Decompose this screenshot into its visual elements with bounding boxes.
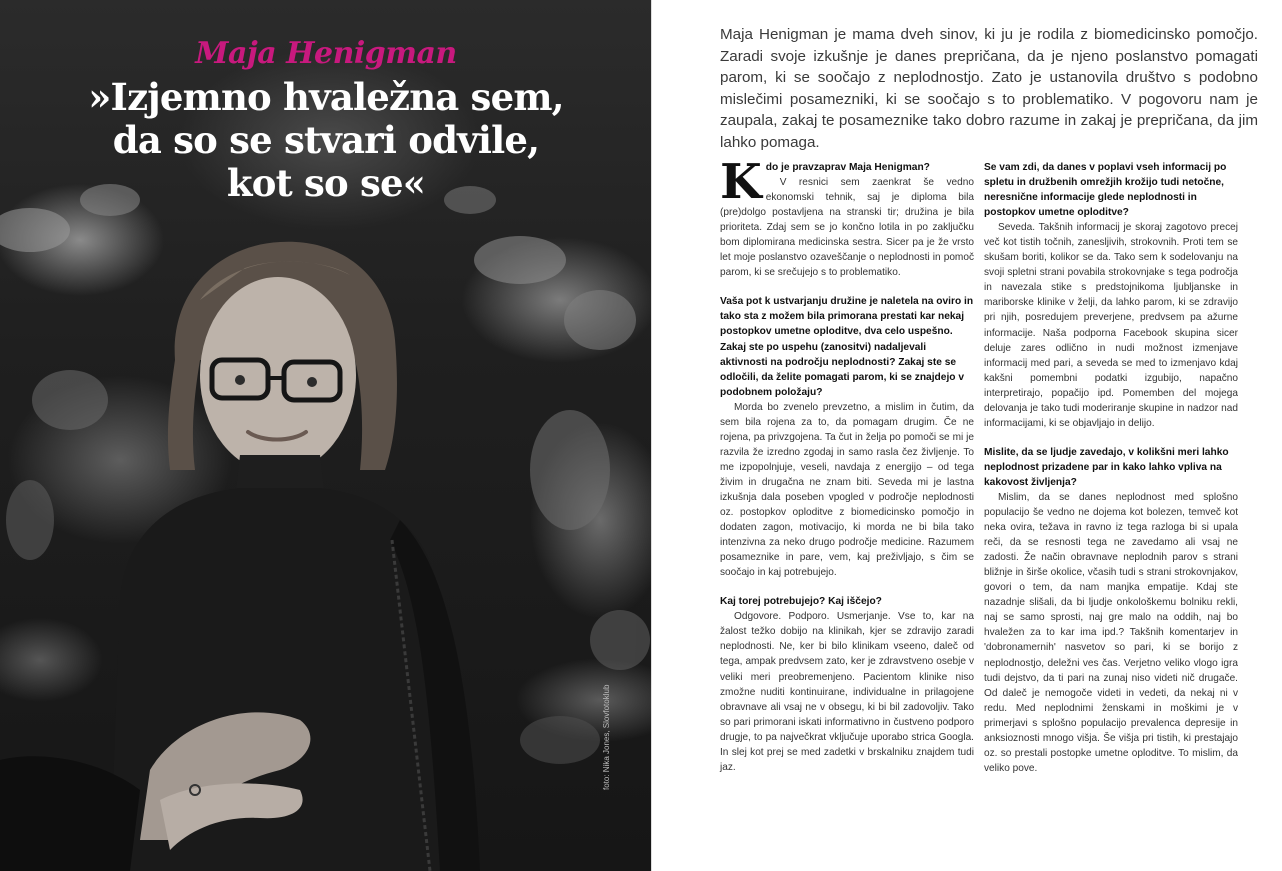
answer: Seveda. Takšnih informacij je skoraj zagotovo precej več kot tistih točnih, zanesljivih, strokovnih. Proti tem se skušam boriti, kolikor se da. Tako sem k sodelovanju na svoji spletni strani povabila strokovnjake s tega področja in navezala stike s predstojnikoma ljubljanske in mariborske klinike v želji, da lahko parom, ki se zdravijo pri njih, posredujem preverjene, predvsem pa ažurne informacije. Naša podporna Facebook skupina sicer deluje zares odlično in nudi možnost izmenjave informacij med pari, a seveda se med to izmenjavo kdaj kakšni pomembni podatki izgubijo, napačno interpretirajo, popačijo ipd. Pomemben del mojega delovanja je tako tudi moderiranje skupine in nadzor nad informacijami, ki se objavljajo in delijo. [984,222,1238,429]
article-page [652,0,1282,871]
article-column-right [984,160,1238,776]
quote-line: da so se stvari odvile, [112,118,540,162]
answer: V resnici sem zaenkrat še vedno ekonomski tehnik, saj je diploma bila (pre)dolgo postavljena na stranski tir; družina je bila prioriteta. Zdaj sem se jo končno lotila in po zaključku bom diplomirana medicinska sestra. Sicer pa je že vrsto let moje poslanstvo ozaveščanje o neplodnosti in pomoč parom, ki se srečujejo s to problematiko. [720,177,974,279]
quote-line: kot so se« [226,161,426,205]
headline-quote [40,76,612,205]
answer: Mislim, da se danes neplodnost med splošno populacijo še vedno ne dojema kot bolezen, temveč kot neka ovira, težava in ravno iz tega razloga bi si upala reči, da se resnosti tega ne zavedamo ali vsaj ne zadosti. Že način obravnave neplodnih parov s strani bližnje in širše okolice, včasih tudi s strani strokovnjakov, govori o tem, da nam manjka empatije. Kdaj ste nazadnje slišali, da bi ljudje onkološkemu bolniku rekli, naj se samo sprosti, naj gre malo na oddih, naj bo hvaležen za to kar ima ipd.? Takšnih komentarjev in 'dobronamernih' nasvetov so pari, ki se borijo z neplodnostjo, deležni ves čas. Verjetno veliko vlogo igra tudi dejstvo, da ti pari na zunaj niso videti nič drugače. Od daleč je nemogoče videti in vedeti, da nekaj ni v redu. Med neplodnimi ženskami in moškimi je v primerjavi s splošno populacijo prevalenca depresije in anksioznosti mnogo višja. Še višja pri tistih, ki prestajajo oz. so prestali postopke umetne oploditve. To mislim, da veliko pove. [984,491,1238,774]
question: Mislite, da se ljudje zavedajo, v kolikšni meri lahko neplodnost prizadene par in kako lahko vpliva na kakovost življenja? [984,446,1229,488]
quote-line: »Izjemno hvaležna sem, [88,75,564,119]
photo-credit: foto: Nika Jones, Slovfotoklub [602,684,611,790]
question: Vaša pot k ustvarjanju družine je naletela na oviro in tako sta z možem bila primorana prestati kar nekaj postopkov umetne oploditve, dva celo uspešno. Zakaj ste po uspehu (zanositvi) nadaljevali aktivnosti na področju neplodnosti? Zakaj ste se odločili, da želite pomagati parom, ki se znajdejo v podobnem položaju? [720,296,974,398]
article-lead: Maja Henigman je mama dveh sinov, ki ju je rodila z biomedicinsko pomočjo. Zaradi svoje izkušnje je danes prepričana, da je njeno poslanstvo pomagati parom, ki se soočajo z neplodnostjo. Zato je ustanovila društvo s podobno mislečimi posamezniki, ki se soočajo s to problematiko. V pogovoru nam je zaupala, zakaj te posameznike tako dobro razume in zakaj je prepričana, da jim lahko pomaga. [720,26,1258,151]
article-column-left [720,154,974,775]
answer: Odgovore. Podporo. Usmerjanje. Vse to, kar na žalost težko dobijo na klinikah, kjer se zdravijo zaradi neplodnosti. Ne, ker bi bilo klinikam vseeno, daleč od tega, ampak predvsem zato, ker je zdravstveno osebje v veliki meri preobremenjeno. Pacientom klinike niso zmožne nuditi kontinuirane, individualne in prilagojene obravnave ali vsaj ne v obsegu, ki bi bil zadovoljiv. Tako so pari primorani iskati informativno in čustveno podporo drugje, to pa največkrat vključuje uporabo strica Googla. In slej kot prej se med zadetki v brskalniku znajdem tudi jaz. [720,611,974,773]
drop-cap: K [720,154,762,210]
headline [40,34,612,205]
answer: Morda bo zvenelo prevzetno, a mislim in čutim, da sem bila rojena za to, da pomagam drugim. Če ne rojena, pa privzgojena. Ta čut in želja po pomoči se mi je razvila že izredno zgodaj in samo rasla čez življenje. To me izpopolnjuje, veseli, navdaja z energijo – od tega živim in drugačna ne znam biti. Seveda mi je lastna izkušnja dala poseben vpogled v področje neplodnosti oz. postopkov oploditve z biomedicinsko pomočjo in dodaten zagon, motivacijo, ki morda ne bi bila tako intenzivna za neko drugo področje medicine. Razumem posameznike in pare, vem, kaj preživljajo, s čim se soočajo in kaj potrebujejo. [720,401,974,579]
question: Se vam zdi, da danes v poplavi vseh informacij po spletu in družbenih omrežjih krožijo tudi netočne, neresnične informacije glede neplodnosti in postopkov umetne oploditve? [984,162,1227,219]
question: Kaj torej potrebujejo? Kaj iščejo? [720,596,882,608]
question: do je pravzaprav Maja Henigman? [765,162,930,173]
interviewee-name: Maja Henigman [195,36,457,71]
